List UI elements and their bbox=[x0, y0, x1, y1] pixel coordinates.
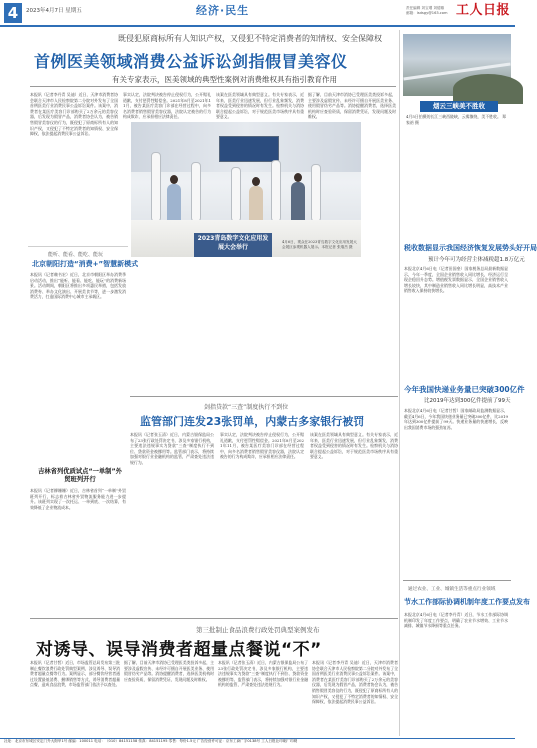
page-number: 4 bbox=[4, 3, 22, 23]
lead-headline: 首例医美领域消费公益诉讼剑指假冒美容仪 bbox=[34, 52, 348, 71]
left-headline-2: 吉林省列优质试点“一单制”外贸班列开行 bbox=[38, 468, 122, 483]
right-subtitle-1: 预计今年可为经营主体减税超1.8万亿元 bbox=[428, 257, 525, 263]
issue-date: 2023年4月7日 星期五 bbox=[26, 8, 82, 14]
lead-subtitle: 有关专家表示，医美领域的典型性案例对消费维权具有指引教育作用 bbox=[112, 75, 337, 84]
bottom-kicker: 第三批制止食品浪费行政处罚典型案例发布 bbox=[196, 626, 320, 634]
newspaper-logo: 工人日报 bbox=[456, 3, 511, 18]
middle-body-col3: 该案在医美领域具有典型意义。有关专家表示，近年来，医美行业迅速发展，但行业乱象频发，消费者权益受到侵害的情况时有发生。检察机关与消协联合提起公益诉讼，对于规范医美市场秩序具有重要意义。 bbox=[310, 432, 398, 460]
bottom-headline: 对诱导、误导消费者超量点餐说“不” bbox=[36, 640, 322, 660]
left-headline: 北京朝阳打造“消费+”智慧新模式 bbox=[32, 260, 139, 268]
bottom-body-col2: 据了解，目前天津市消协已受理医美类投诉多起，主要涉及虚假宣传、未经许可擅自开展医美业务、使用假冒伪劣产品等。消协提醒消费者，选择医美机构时应查验资质，保留消费凭证，发现问题及时维权。 bbox=[124, 660, 214, 682]
photo-caption: 2023青岛数字文化应用发展大会举行 bbox=[197, 235, 269, 251]
right-body-2: 本报北京4月6日电（记者甘皙）国家邮政局监测数据显示，截至4月6日，今年我国快递业务量已突破300亿件，比2019年达到300亿件提前了99天。快递业务量的快速增长，反映出我国消费市场的强劲复苏。 bbox=[404, 408, 508, 430]
left-kicker: 能听、能看、能吃、能玩 bbox=[48, 252, 104, 258]
masthead bbox=[0, 0, 515, 28]
lead-body-col4: 据了解，目前天津市消协已受理医美类投诉多起，主要涉及虚假宣传、未经许可擅自开展医美业务、使用假冒伪劣产品等。消协提醒消费者，选择医美机构时应查验资质，保留消费凭证，发现问题及时维权。 bbox=[308, 92, 396, 120]
right-kicker-3: 通过农业、工业、城镇生活等重点行业领域 bbox=[408, 587, 496, 592]
left-body: 本报讯（记者赖书宏）近日，北京市朝阳区举办消费季启动活动，推出“能听、能看、能吃、能玩”的消费新场景。活动期间，朝阳区将推出多项惠民举措，包括发放消费券、举办文化演出、开展美食节等，进一步激发消费活力，打造国际消费中心城市主承载区。 bbox=[30, 272, 126, 300]
bottom-body-col1: 本报讯（记者甘皙）近日，市场监管总局发布第三批制止餐饮浪费行政处罚典型案例，涉及诱导、误导消费者超量点餐等行为。案例显示，部分餐饮经营者通过设置最低消费、捆绑销售等方式，诱导消费者超量点餐，造成食品浪费，市场监管部门依法予以查处。 bbox=[30, 660, 120, 688]
lead-body-col2: 事实认定，法院判决被告停止侵权行为，公开赔礼道歉，支付惩罚性赔偿金。2021年8月至2021年11月，被告某医疗美容门诊部在经营过程中，向多名消费者销售假冒美容仪器，法院认定被告的行为构成欺诈，应承担相应法律责任。 bbox=[123, 92, 211, 120]
photo-credit: 4月6日，观众在2023青岛数字文化应用发展大会展区参观机器人展示。本报记者 张瑞杰 摄 bbox=[282, 240, 357, 249]
right-headline-1: 税收数据显示我国经济恢复发展势头好开局 bbox=[404, 244, 537, 252]
right-headline-3: 节水工作部际协调机制年度工作要点发布 bbox=[404, 598, 530, 606]
bottom-body-col4: 本报讯（记者李丹青 吴迪）近日，天津市消费者协会联合天津市人民检察院第二分院对外发布了全国首例医美行业消费民事公益诉讼案件。该案中，消费者在某医疗美容门诊部购买了2万余元的美容仪器，后发现为假冒产品，消费者协会认为，被告销售假冒美容仪的行为，既侵犯了原商标所有人的知识产权，又侵犯了不特定消费者的知情权、安全保障权，依法提起消费民事公益诉讼。 bbox=[312, 660, 398, 705]
masthead-rule bbox=[0, 25, 515, 27]
side-photo-credit: 4月5日拍摄的长江三峡西陵峡，云雾缭绕，美不胜收。 郑家裕 摄 bbox=[406, 114, 506, 125]
right-col-divider bbox=[399, 30, 400, 736]
right-rule-3 bbox=[403, 580, 511, 581]
middle-kicker: 剑指贷款“三查”制度执行不到位 bbox=[204, 404, 289, 411]
lead-rule bbox=[30, 86, 396, 87]
left-col-rule bbox=[28, 246, 128, 247]
section-title: 经济·民生 bbox=[196, 4, 250, 17]
right-subtitle-2: 比2019年达到300亿件提前了99天 bbox=[424, 398, 511, 404]
middle-body-col2: 事实认定，法院判决被告停止侵权行为，公开赔礼道歉，支付惩罚性赔偿金。2021年8月至2021年11月，被告某医疗美容门诊部在经营过程中，向多名消费者销售假冒美容仪器，法院认定被告的行为构成欺诈，应承担相应法律责任。 bbox=[220, 432, 304, 460]
right-headline-2: 今年我国快递业务量已突破300亿件 bbox=[404, 385, 525, 394]
middle-rule bbox=[130, 396, 398, 397]
lead-body-col1: 本报讯（记者李丹青 吴迪）近日，天津市消费者协会联合天津市人民检察院第二分院对外发布了全国首例医美行业消费民事公益诉讼案件。该案中，消费者在某医疗美容门诊部购买了2万余元的美容仪器，后发现为假冒产品，消费者协会认为，被告销售假冒美容仪的行为，既侵犯了原商标所有人的知识产权，又侵犯了不特定消费者的知情权、安全保障权，依法提起消费民事公益诉讼。 bbox=[30, 92, 118, 137]
middle-headline: 监管部门连发23张罚单，内蒙古多家银行被罚 bbox=[140, 415, 365, 428]
lead-body-col3: 该案在医美领域具有典型意义。有关专家表示，近年来，医美行业迅速发展，但行业乱象频发，消费者权益受到侵害的情况时有发生。检察机关与消协联合提起公益诉讼，对于规范医美市场秩序具有重要意义。 bbox=[216, 92, 304, 120]
right-body-1: 本报北京4月6日电（记者田国垒）国家税务总局最新数据显示，今年一季度，全国企业销售收入同比增长，经济运行呈现企稳回升态势。增值税发票数据显示，全国企业销售收入增长较快，其中制造业销售收入同比增长明显，高技术产业销售收入保持较快增长。 bbox=[404, 266, 508, 294]
side-photo-three-gorges bbox=[403, 34, 511, 96]
lead-kicker: 既侵犯原商标所有人知识产权，又侵犯不特定消费者的知情权、安全保障权 bbox=[118, 34, 382, 43]
middle-body-col1: 本报讯（记者张玉清）近日，内蒙古银保监局公布了23张行政处罚决定书，涉及多家银行机构，主要违法违规事实为贷款“三查”制度执行不到位、贷款资金被挪用等。监管部门表示，将持续加强对银行业金融机构的监管，严肃查处违法违规行为。 bbox=[130, 432, 214, 465]
footer-info: 社址：北京市东城区安定门外大街甲1号 邮编：100011 电话：（010）84151158 传真：84151195 零售：每份1.5元 广告经营许可证：京东工商广字0138号 工人日报社印刷厂印刷 bbox=[4, 739, 298, 743]
side-photo-title: 烟云三峡美不胜收 bbox=[420, 101, 498, 112]
bottom-body-col3: 本报讯（记者张玉清）近日，内蒙古银保监局公布了23张行政处罚决定书，涉及多家银行机构，主要违法违规事实为贷款“三查”制度执行不到位、贷款资金被挪用等。监管部门表示，将持续加强对银行业金融机构的监管，严肃查处违法违规行为。 bbox=[218, 660, 308, 688]
left-body-2: 本报讯（记者柳姗姗）近日，吉林省首列“一单制”外贸班列开行，标志着吉林省外贸物流服务能力进一步提升。该班列实现了一次托运、一单到底、一次结算，有效降低了企业物流成本。 bbox=[30, 488, 126, 510]
display-screen bbox=[219, 136, 279, 162]
right-body-3: 本报北京4月6日电（记者李丹青）近日，节水工作部际协调机制印发了年度工作要点，明确了农业节水增效、工业节水减排、城镇节水降损等重点任务。 bbox=[404, 612, 508, 629]
bottom-rule bbox=[30, 618, 398, 619]
editor-info: 责任编辑 刘宝增 刘德雄 邮箱：lsdsgy@163.com bbox=[406, 6, 448, 15]
